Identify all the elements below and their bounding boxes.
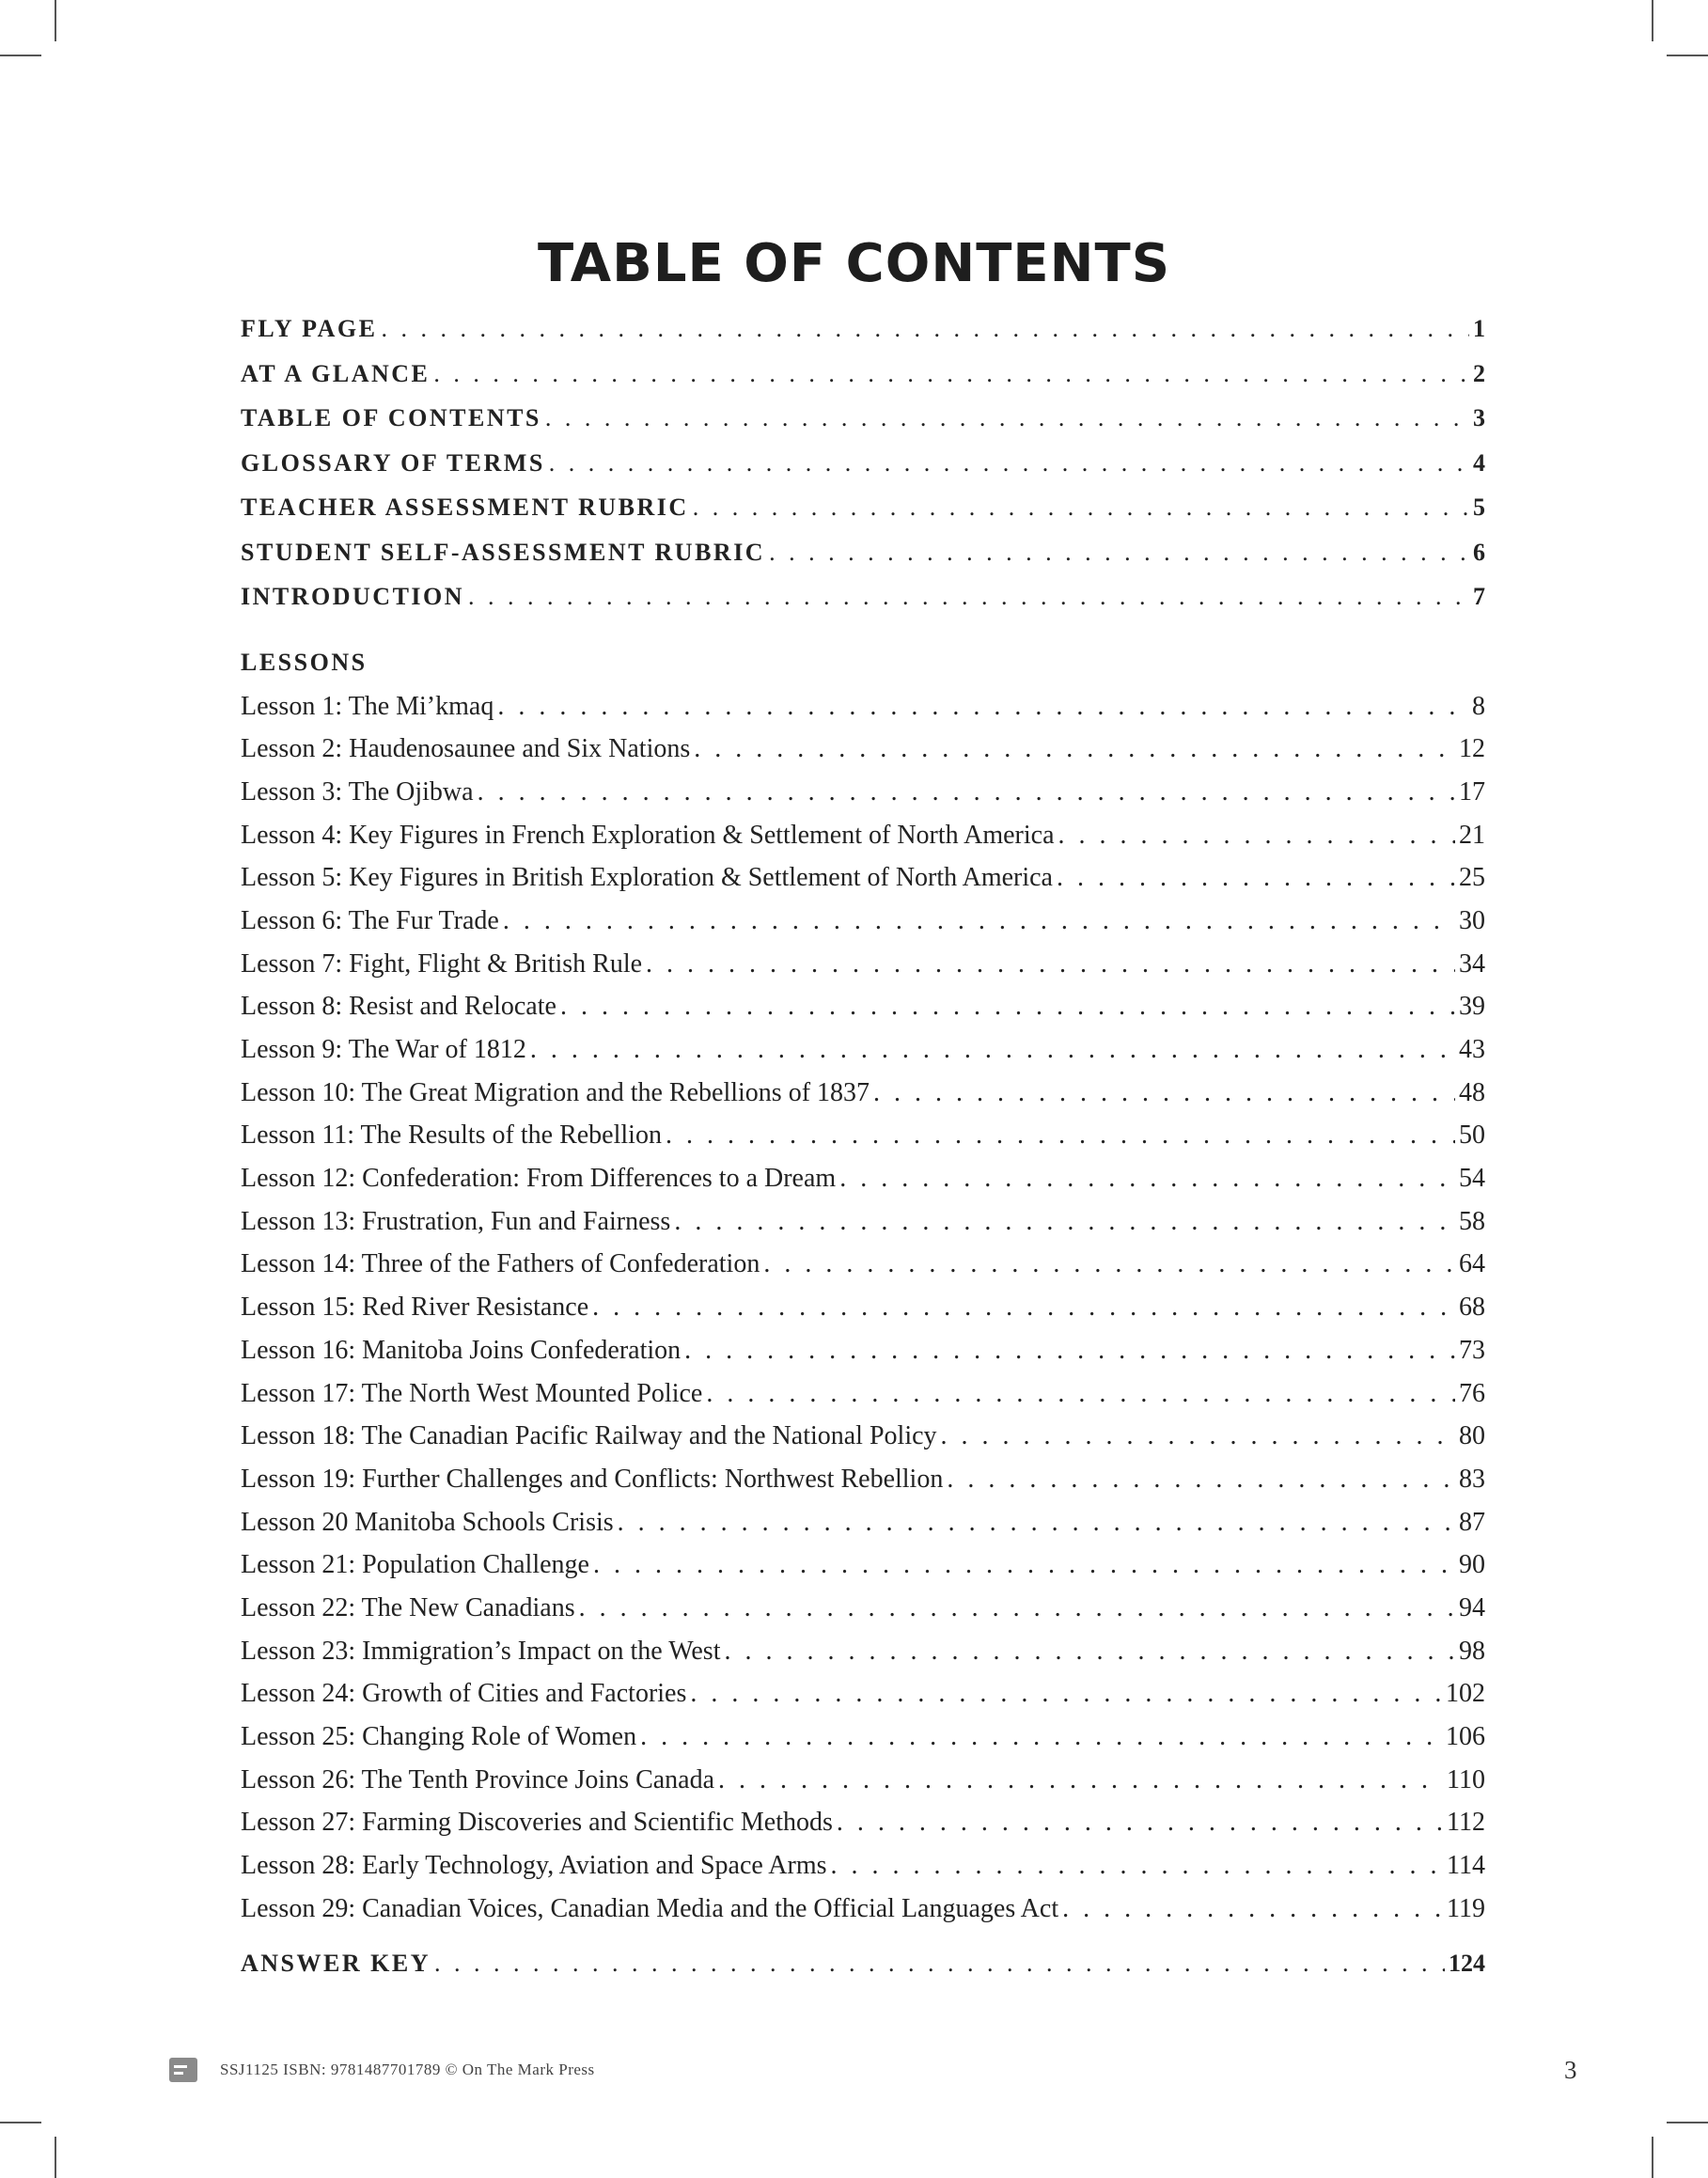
toc-entry-page: 30 xyxy=(1459,905,1485,935)
toc-entry-lesson-1[interactable] xyxy=(241,692,1485,735)
toc-entry-lesson-27[interactable] xyxy=(241,1808,1485,1851)
toc-entry-page: 4 xyxy=(1473,448,1485,477)
dot-leader xyxy=(947,1465,1455,1495)
toc-entry-label: FLY PAGE xyxy=(241,315,378,342)
page-title: TABLE OF CONTENTS xyxy=(537,232,1171,294)
toc-entry-lesson-4[interactable] xyxy=(241,821,1485,864)
dot-leader xyxy=(769,539,1469,567)
toc-entry-page: 48 xyxy=(1459,1077,1485,1107)
toc-entry-label: Lesson 8: Resist and Relocate xyxy=(241,992,556,1022)
toc-entry-lesson-12[interactable] xyxy=(241,1164,1485,1207)
dot-leader xyxy=(718,1765,1443,1795)
lessons-list xyxy=(241,692,1485,1937)
toc-entry-label: Lesson 14: Three of the Fathers of Confederation xyxy=(241,1249,760,1279)
toc-entry-label: Lesson 20 Manitoba Schools Crisis xyxy=(241,1507,614,1537)
toc-entry-front-5[interactable] xyxy=(241,494,1485,539)
toc-entry-lesson-26[interactable] xyxy=(241,1765,1485,1809)
toc-entry-page: 73 xyxy=(1459,1335,1485,1365)
dot-leader xyxy=(837,1808,1443,1838)
dot-leader xyxy=(831,1851,1444,1881)
dot-leader xyxy=(724,1637,1455,1667)
dot-leader xyxy=(433,360,1469,388)
toc-entry-lesson-28[interactable] xyxy=(241,1851,1485,1894)
dot-leader xyxy=(941,1421,1455,1451)
toc-entry-page: 8 xyxy=(1472,691,1485,721)
toc-entry-label: ANSWER KEY xyxy=(241,1950,431,1978)
toc-entry-lesson-21[interactable] xyxy=(241,1550,1485,1593)
crop-mark xyxy=(55,0,56,41)
toc-entry-label: Lesson 22: The New Canadians xyxy=(241,1592,575,1622)
toc-entry-lesson-5[interactable] xyxy=(241,863,1485,906)
toc-entry-front-4[interactable] xyxy=(241,449,1485,494)
toc-entry-lesson-2[interactable] xyxy=(241,734,1485,777)
dot-leader xyxy=(592,1293,1455,1323)
toc-entry-page: 58 xyxy=(1459,1206,1485,1236)
crop-mark xyxy=(1667,55,1708,56)
toc-entry-page: 6 xyxy=(1473,538,1485,566)
dot-leader xyxy=(839,1164,1455,1194)
dot-leader xyxy=(381,315,1469,343)
toc-entry-front-7[interactable] xyxy=(241,583,1485,628)
dot-leader xyxy=(434,1950,1445,1978)
toc-entry-lesson-22[interactable] xyxy=(241,1593,1485,1637)
toc-entry-page: 90 xyxy=(1459,1550,1485,1580)
toc-entry-label: GLOSSARY OF TERMS xyxy=(241,448,545,477)
dot-leader xyxy=(640,1722,1442,1752)
page-footer xyxy=(169,2054,1579,2086)
front-matter-list xyxy=(241,315,1485,628)
toc-entry-label: Lesson 21: Population Challenge xyxy=(241,1550,589,1580)
toc-entry-lesson-20[interactable] xyxy=(241,1508,1485,1551)
toc-entry-page: 83 xyxy=(1459,1464,1485,1494)
toc-entry-label: Lesson 24: Growth of Cities and Factories xyxy=(241,1679,687,1709)
toc-entry-lesson-16[interactable] xyxy=(241,1336,1485,1379)
toc-entry-label: Lesson 6: The Fur Trade xyxy=(241,905,499,935)
toc-entry-page: 50 xyxy=(1459,1120,1485,1151)
crop-mark xyxy=(1667,2122,1708,2123)
toc-entry-page: 17 xyxy=(1459,776,1485,807)
toc-entry-label: Lesson 13: Frustration, Fun and Fairness xyxy=(241,1206,671,1236)
toc-entry-label: Lesson 12: Confederation: From Differences to a Dream xyxy=(241,1164,837,1194)
toc-entry-label: Lesson 26: The Tenth Province Joins Canada xyxy=(241,1764,715,1794)
toc-entry-answer-key[interactable] xyxy=(241,1950,1485,1995)
footer-publication-info: SSJ1125 ISBN: 9781487701789 © On The Mark Press xyxy=(220,2060,595,2078)
toc-entry-lesson-24[interactable] xyxy=(241,1679,1485,1722)
dot-leader xyxy=(693,494,1469,522)
toc-entry-page: 34 xyxy=(1459,948,1485,979)
toc-entry-label: Lesson 9: The War of 1812 xyxy=(241,1035,526,1064)
toc-entry-label: Lesson 16: Manitoba Joins Confederation xyxy=(241,1335,682,1365)
toc-entry-page: 80 xyxy=(1459,1421,1485,1451)
toc-entry-label: Lesson 4: Key Figures in French Exploration & Settlement of North America xyxy=(241,820,1055,850)
toc-entry-label: Lesson 27: Farming Discoveries and Scientific Methods xyxy=(241,1808,833,1838)
dot-leader xyxy=(1062,1894,1443,1924)
toc-entry-page: 112 xyxy=(1447,1808,1485,1838)
toc-entry-page: 43 xyxy=(1459,1035,1485,1064)
crop-mark xyxy=(0,55,41,56)
toc-entry-page: 98 xyxy=(1459,1636,1485,1666)
toc-entry-front-1[interactable] xyxy=(241,315,1485,360)
crop-mark xyxy=(55,2137,56,2178)
toc-entry-page: 124 xyxy=(1449,1950,1485,1978)
toc-entry-page: 106 xyxy=(1446,1722,1485,1751)
dot-leader xyxy=(674,1207,1455,1237)
dot-leader xyxy=(684,1336,1455,1366)
toc-entry-lesson-15[interactable] xyxy=(241,1293,1485,1336)
toc-entry-lesson-23[interactable] xyxy=(241,1637,1485,1680)
lessons-heading: LESSONS xyxy=(241,648,368,676)
toc-entry-page: 21 xyxy=(1459,820,1485,850)
book-icon xyxy=(169,2058,197,2082)
toc-entry-lesson-7[interactable] xyxy=(241,949,1485,993)
toc-entry-label: Lesson 18: The Canadian Pacific Railway and the National Policy xyxy=(241,1421,937,1451)
toc-entry-lesson-6[interactable] xyxy=(241,906,1485,949)
toc-entry-label: TEACHER ASSESSMENT RUBRIC xyxy=(241,494,689,521)
toc-entry-label: Lesson 10: The Great Migration and the Rebellions of 1837 xyxy=(241,1077,870,1107)
toc-entry-page: 114 xyxy=(1447,1851,1485,1881)
toc-entry-lesson-9[interactable] xyxy=(241,1035,1485,1078)
toc-entry-page: 25 xyxy=(1459,863,1485,893)
toc-entry-page: 110 xyxy=(1447,1764,1485,1794)
toc-entry-lesson-17[interactable] xyxy=(241,1379,1485,1422)
toc-entry-label: Lesson 29: Canadian Voices, Canadian Media and the Official Languages Act xyxy=(241,1893,1059,1923)
toc-entry-label: Lesson 28: Early Technology, Aviation and Space Arms xyxy=(241,1851,827,1881)
toc-entry-page: 12 xyxy=(1459,734,1485,764)
toc-entry-lesson-13[interactable] xyxy=(241,1207,1485,1250)
toc-entry-page: 39 xyxy=(1459,992,1485,1022)
toc-entry-page: 119 xyxy=(1447,1893,1485,1923)
toc-entry-lesson-11[interactable] xyxy=(241,1120,1485,1164)
toc-entry-label: INTRODUCTION xyxy=(241,583,465,610)
toc-entry-label: Lesson 17: The North West Mounted Police xyxy=(241,1378,703,1408)
dot-leader xyxy=(579,1593,1455,1623)
dot-leader xyxy=(618,1508,1455,1538)
toc-entry-label: Lesson 15: Red River Resistance xyxy=(241,1293,589,1323)
dot-leader xyxy=(478,777,1455,807)
dot-leader xyxy=(873,1078,1455,1108)
toc-entry-page: 1 xyxy=(1473,315,1485,342)
toc-entry-lesson-18[interactable] xyxy=(241,1421,1485,1465)
toc-entry-lesson-3[interactable] xyxy=(241,777,1485,821)
dot-leader xyxy=(666,1120,1455,1151)
toc-entry-page: 7 xyxy=(1473,583,1485,610)
toc-entry-lesson-29[interactable] xyxy=(241,1894,1485,1937)
toc-entry-lesson-25[interactable] xyxy=(241,1722,1485,1765)
dot-leader xyxy=(545,404,1469,432)
dot-leader xyxy=(503,906,1455,936)
toc-entry-label: Lesson 19: Further Challenges and Conflicts: Northwest Rebellion xyxy=(241,1464,944,1494)
toc-entry-label: AT A GLANCE xyxy=(241,359,431,387)
toc-entry-page: 64 xyxy=(1459,1249,1485,1279)
toc-entry-page: 68 xyxy=(1459,1293,1485,1323)
toc-entry-label: Lesson 3: The Ojibwa xyxy=(241,776,474,807)
dot-leader xyxy=(497,692,1468,722)
toc-entry-page: 2 xyxy=(1473,359,1485,387)
toc-entry-label: Lesson 5: Key Figures in British Exploration & Settlement of North America xyxy=(241,863,1053,893)
toc-entry-page: 76 xyxy=(1459,1378,1485,1408)
dot-leader xyxy=(593,1550,1455,1580)
toc-entry-page: 3 xyxy=(1473,404,1485,431)
toc-entry-lesson-8[interactable] xyxy=(241,992,1485,1035)
toc-entry-page: 102 xyxy=(1446,1679,1485,1709)
crop-mark xyxy=(1652,0,1653,41)
toc-entry-label: Lesson 25: Changing Role of Women xyxy=(241,1722,637,1751)
toc-entry-lesson-14[interactable] xyxy=(241,1249,1485,1293)
toc-entry-front-3[interactable] xyxy=(241,404,1485,449)
crop-mark xyxy=(0,2122,41,2123)
toc-entry-page: 5 xyxy=(1473,494,1485,521)
toc-entry-label: Lesson 23: Immigration’s Impact on the West xyxy=(241,1636,721,1666)
toc-entry-label: Lesson 2: Haudenosaunee and Six Nations xyxy=(241,734,691,764)
toc-entry-label: Lesson 11: The Results of the Rebellion xyxy=(241,1120,662,1151)
dot-leader xyxy=(530,1035,1455,1065)
dot-leader xyxy=(560,992,1455,1022)
toc-entry-page: 87 xyxy=(1459,1507,1485,1537)
dot-leader xyxy=(1058,821,1456,851)
toc-entry-label: Lesson 1: The Mi’kmaq xyxy=(241,691,494,721)
page-number: 3 xyxy=(1564,2056,1577,2084)
toc-entry-lesson-10[interactable] xyxy=(241,1078,1485,1121)
toc-entry-label: STUDENT SELF-ASSESSMENT RUBRIC xyxy=(241,538,766,566)
dot-leader xyxy=(646,949,1455,979)
table-of-contents xyxy=(241,315,1485,1995)
toc-entry-label: TABLE OF CONTENTS xyxy=(241,404,541,431)
dot-leader xyxy=(763,1249,1455,1279)
toc-entry-page: 94 xyxy=(1459,1592,1485,1622)
toc-entry-label: Lesson 7: Fight, Flight & British Rule xyxy=(241,948,643,979)
crop-mark xyxy=(1652,2137,1653,2178)
dot-leader xyxy=(1057,863,1455,893)
dot-leader xyxy=(690,1679,1442,1709)
toc-entry-front-6[interactable] xyxy=(241,539,1485,584)
dot-leader xyxy=(549,449,1469,478)
dot-leader xyxy=(468,583,1469,611)
toc-entry-lesson-19[interactable] xyxy=(241,1465,1485,1508)
toc-entry-page: 54 xyxy=(1459,1164,1485,1194)
dot-leader xyxy=(694,734,1455,764)
dot-leader xyxy=(706,1379,1455,1409)
toc-entry-front-2[interactable] xyxy=(241,360,1485,405)
